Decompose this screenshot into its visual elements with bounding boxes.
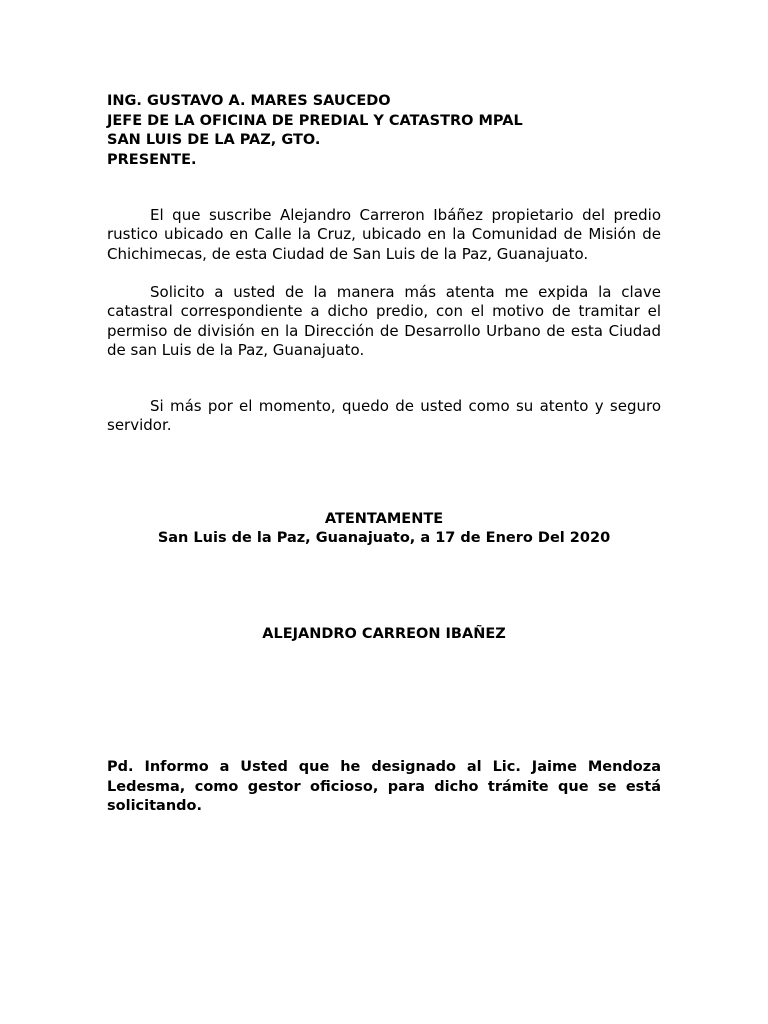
recipient-block bbox=[107, 92, 667, 170]
closing-salutation: ATENTAMENTE bbox=[324, 511, 444, 527]
recipient-name: ING. GUSTAVO A. MARES SAUCEDO bbox=[107, 93, 391, 109]
body-paragraph-1: El que suscribe Alejandro Carreron Ibáñez propietario del predio rustico ubicado en Calle la Cruz, ubicado en la Comunidad de Misión de Chichimecas, de esta Ciudad de San Luis de la Paz, Guanajuato. bbox=[107, 206, 661, 263]
recipient-presente: PRESENTE. bbox=[107, 151, 197, 168]
body-paragraph-3: Si más por el momento, quedo de usted como su atento y seguro servidor. bbox=[107, 397, 661, 435]
recipient-title: JEFE DE LA OFICINA DE PREDIAL Y CATASTRO MPAL bbox=[107, 112, 523, 129]
body-paragraph-2: Solicito a usted de la manera más atenta me expida la clave catastral correspondiente a dicho predio, con el motivo de tramitar el permiso de división en la Dirección de Desarrollo Urbano de esta Ciudad de san Luis de la Paz, Guanajuato. bbox=[107, 283, 661, 359]
place-date: San Luis de la Paz, Guanajuato, a 17 de Enero Del 2020 bbox=[157, 530, 611, 546]
recipient-location: SAN LUIS DE LA PAZ, GTO. bbox=[107, 132, 321, 148]
postscript: Pd. Informo a Usted que he designado al Lic. Jaime Mendoza Ledesma, como gestor oficioso, para dicho trámite que se está solicitando. bbox=[107, 759, 661, 814]
signer-name: ALEJANDRO CARREON IBAÑEZ bbox=[262, 626, 506, 642]
